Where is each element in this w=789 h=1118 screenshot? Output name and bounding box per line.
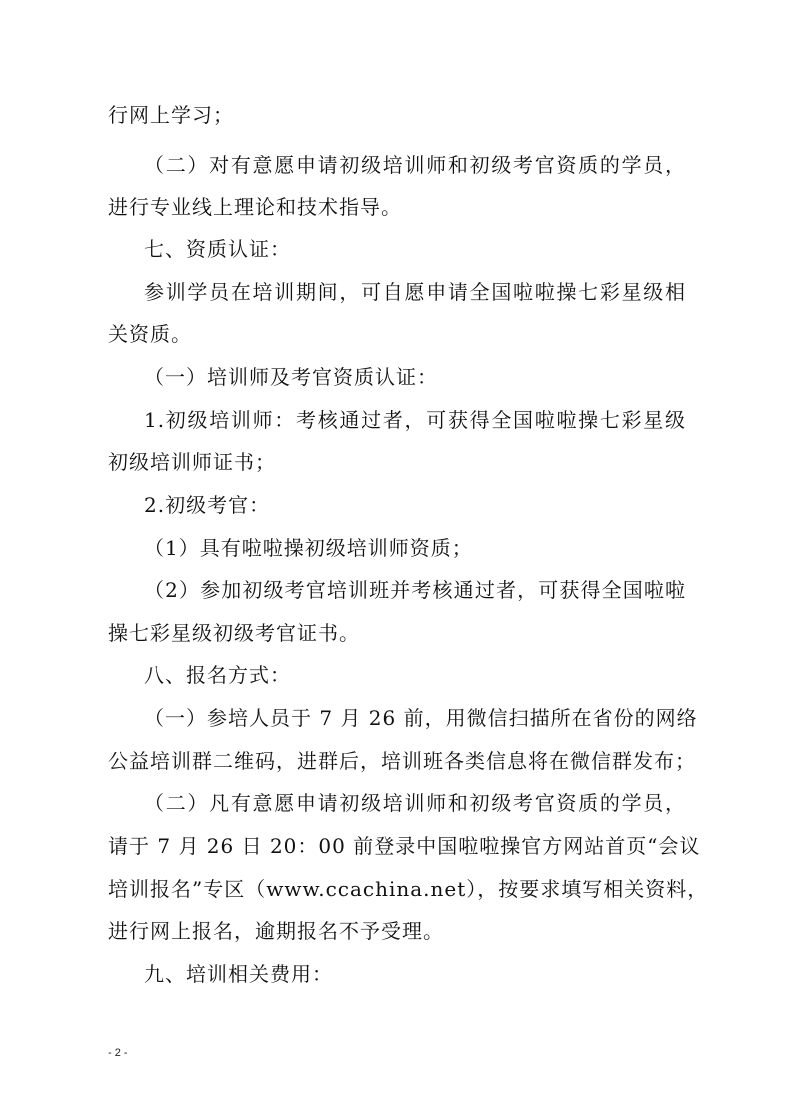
text-line: 初级培训师证书； [108,450,276,474]
text-line: 参训学员在培训期间，可自愿申请全国啦啦操七彩星级相 [144,280,686,304]
subsection-heading: （一）培训师及考官资质认证： [144,365,438,389]
text-line: 关资质。 [108,322,192,346]
text-line: （2）参加初级考官培训班并考核通过者，可获得全国啦啦 [144,578,686,602]
text-line: （1）具有啦啦操初级培训师资质； [144,536,473,560]
text-line: 公益培训群二维码，进群后，培训班各类信息将在微信群发布； [108,749,696,773]
text-line: 1.初级培训师：考核通过者，可获得全国啦啦操七彩星级 [144,408,686,432]
text-line: 请于 7 月 26 日 20：00 前登录中国啦啦操官方网站首页“会议 [108,834,701,858]
text-line: 进行专业线上理论和技术指导。 [108,195,402,219]
text-line: 培训报名”专区（www.ccachina.net），按要求填写相关资料， [108,877,709,901]
section-heading: 九、培训相关费用： [144,962,333,986]
text-line: 行网上学习； [108,103,234,127]
text-line: （二）凡有意愿申请初级培训师和初级考官资质的学员， [144,791,686,815]
text-line: （二）对有意愿申请初级培训师和初级考官资质的学员， [144,153,686,177]
text-line: 进行网上报名，逾期报名不予受理。 [108,919,444,943]
text-line: 2.初级考官： [144,493,271,517]
text-line: （一）参培人员于 7 月 26 前，用微信扫描所在省份的网络 [144,706,698,730]
page-number: - 2 - [108,1047,128,1059]
section-heading: 八、报名方式： [144,663,291,687]
text-line: 操七彩星级初级考官证书。 [108,621,360,645]
section-heading: 七、资质认证： [144,237,291,261]
